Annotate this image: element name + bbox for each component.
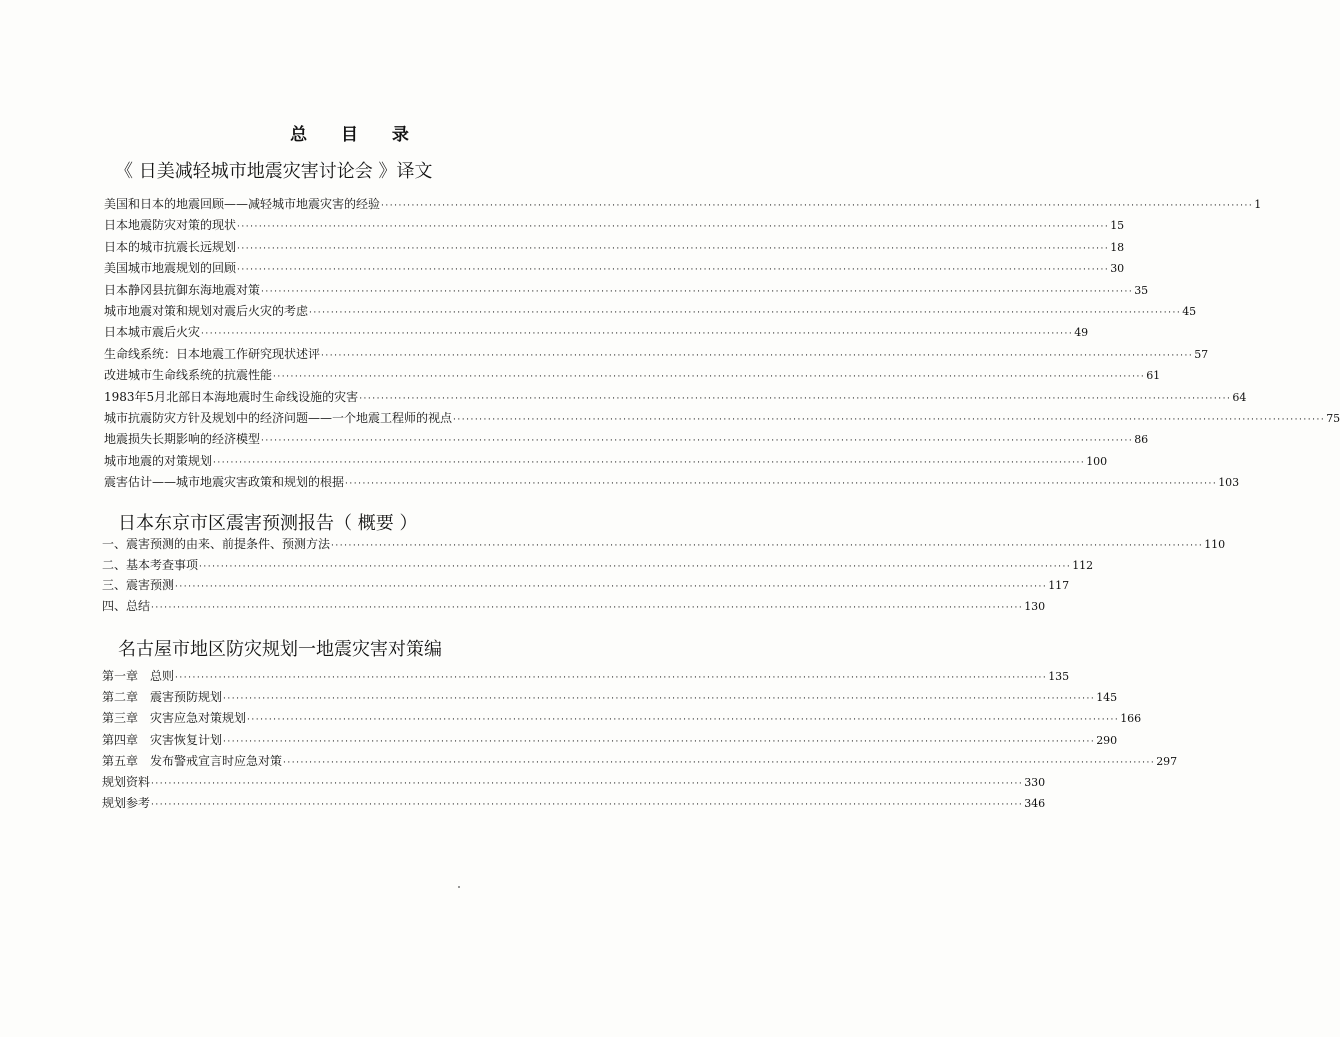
toc-dot-leader: ········································································································································································································ bbox=[321, 350, 1194, 361]
toc-entry bbox=[102, 773, 1046, 791]
toc-entry-page: 30 bbox=[1110, 262, 1125, 276]
toc-entry-label: 城市地震的对策规划 bbox=[104, 453, 213, 468]
toc-dot-leader: ········································································································································································································ bbox=[201, 329, 1074, 340]
toc-entry-page: 15 bbox=[1110, 219, 1125, 233]
section-heading-1: 《 日美减轻城市地震灾害讨论会 》译文 bbox=[115, 161, 433, 182]
toc-entry-page: 112 bbox=[1072, 558, 1094, 572]
toc-dot-leader: ········································································································································································································ bbox=[237, 265, 1110, 276]
toc-entry-page: 346 bbox=[1024, 797, 1046, 811]
toc-dot-leader: ········································································································································································································ bbox=[283, 757, 1156, 768]
toc-entry bbox=[102, 667, 1070, 685]
toc-dot-leader: ········································································································································································································ bbox=[175, 673, 1048, 683]
toc-entry-label: 日本城市震后火灾 bbox=[104, 325, 201, 340]
toc-entry-label: 第四章 灾害恢复计划 bbox=[102, 732, 223, 747]
toc-dot-leader: ········································································································································································································ bbox=[223, 694, 1096, 705]
toc-entry bbox=[102, 688, 1118, 706]
toc-dot-leader: ········································································································································································································ bbox=[199, 561, 1072, 572]
toc-entry-label: 第三章 灾害应急对策规划 bbox=[102, 711, 247, 726]
toc-entry-page: 75 bbox=[1326, 412, 1340, 425]
toc-entry bbox=[102, 597, 1046, 615]
toc-entry-label: 城市抗震防灾方针及规划中的经济问题——一个地震工程师的视点 bbox=[104, 411, 453, 425]
toc-entry-label: 三、震害预测 bbox=[102, 578, 175, 593]
toc-entry-label: 一、震害预测的由来、前提条件、预测方法 bbox=[102, 537, 331, 551]
toc-entry bbox=[104, 323, 1089, 341]
toc-entry-page: 61 bbox=[1146, 369, 1161, 383]
toc-entry bbox=[104, 409, 1340, 427]
toc-entry bbox=[102, 752, 1178, 770]
toc-entry bbox=[102, 576, 1070, 594]
toc-entry-label: 日本地震防灾对策的现状 bbox=[104, 218, 237, 233]
toc-entry-page: 49 bbox=[1074, 326, 1089, 340]
toc-entry-label: 规划参考 bbox=[102, 796, 151, 811]
toc-entry-label: 规划资料 bbox=[102, 775, 151, 789]
toc-entry-label: 第一章 总则 bbox=[102, 669, 175, 683]
toc-entry bbox=[104, 302, 1197, 320]
toc-entry-page: 64 bbox=[1232, 390, 1247, 404]
toc-entry-page: 330 bbox=[1024, 776, 1046, 789]
toc-entry-page: 297 bbox=[1156, 754, 1178, 768]
toc-dot-leader: ········································································································································································································ bbox=[345, 479, 1218, 490]
toc-entry bbox=[102, 794, 1046, 812]
toc-entry-label: 生命线系统：日本地震工作研究现状述评 bbox=[104, 346, 321, 361]
toc-entry-label: 地震损失长期影响的经济模型 bbox=[104, 432, 261, 447]
toc-dot-leader: ········································································································································································································ bbox=[381, 201, 1254, 211]
toc-entry-label: 二、基本考查事项 bbox=[102, 557, 199, 572]
toc-dot-leader: ········································································································································································································ bbox=[151, 779, 1024, 789]
toc-entry-label: 日本的城市抗震长远规划 bbox=[104, 239, 237, 254]
toc-entry-page: 100 bbox=[1086, 454, 1108, 468]
toc-entry bbox=[102, 535, 1226, 553]
toc-entry-page: 35 bbox=[1134, 283, 1149, 297]
toc-entry bbox=[104, 473, 1240, 491]
toc-entry-label: 1983年5月北部日本海地震时生命线设施的灾害 bbox=[104, 389, 359, 404]
toc-entry bbox=[104, 281, 1149, 299]
toc-dot-leader: ········································································································································································································ bbox=[261, 286, 1134, 297]
toc-entry bbox=[104, 195, 1262, 213]
toc-entry bbox=[102, 556, 1094, 574]
toc-entry bbox=[104, 452, 1108, 470]
toc-entry-page: 103 bbox=[1218, 476, 1240, 490]
toc-entry bbox=[104, 345, 1209, 363]
toc-dot-leader: ········································································································································································································ bbox=[331, 541, 1204, 551]
toc-entry-page: 135 bbox=[1048, 670, 1070, 683]
toc-entry bbox=[102, 709, 1142, 727]
toc-dot-leader: ········································································································································································································ bbox=[175, 582, 1048, 593]
toc-entry-label: 第二章 震害预防规划 bbox=[102, 690, 223, 705]
toc-entry-page: 130 bbox=[1024, 599, 1046, 613]
toc-dot-leader: ········································································································································································································ bbox=[237, 243, 1110, 254]
toc-entry-label: 日本静冈县抗御东海地震对策 bbox=[104, 282, 261, 297]
toc-entry bbox=[104, 366, 1161, 384]
toc-dot-leader: ········································································································································································································ bbox=[453, 415, 1326, 425]
page-title: 总 目 录 bbox=[290, 125, 423, 145]
toc-entry-page: 166 bbox=[1120, 712, 1142, 726]
toc-dot-leader: ········································································································································································································ bbox=[261, 436, 1134, 447]
toc-dot-leader: ········································································································································································································ bbox=[273, 372, 1146, 383]
section-heading-2: 日本东京市区震害预测报告（ 概要 ） bbox=[118, 513, 418, 534]
section-heading-3: 名古屋市地区防灾规划一地震灾害对策编 bbox=[118, 639, 442, 660]
toc-entry-page: 57 bbox=[1194, 347, 1209, 361]
toc-dot-leader: ········································································································································································································ bbox=[151, 800, 1024, 811]
scan-speck bbox=[458, 886, 460, 888]
toc-entry bbox=[104, 238, 1125, 256]
toc-dot-leader: ········································································································································································································ bbox=[309, 308, 1182, 318]
toc-entry-page: 290 bbox=[1096, 733, 1118, 747]
toc-dot-leader: ········································································································································································································ bbox=[223, 736, 1096, 747]
toc-entry-label: 震害估计——城市地震灾害政策和规划的根据 bbox=[104, 475, 345, 490]
toc-entry-page: 86 bbox=[1134, 433, 1149, 447]
toc-entry bbox=[102, 731, 1118, 749]
toc-dot-leader: ········································································································································································································ bbox=[151, 602, 1024, 613]
toc-dot-leader: ········································································································································································································ bbox=[213, 457, 1086, 468]
toc-entry-page: 45 bbox=[1182, 305, 1197, 318]
toc-dot-leader: ········································································································································································································ bbox=[247, 715, 1120, 726]
toc-entry-label: 四、总结 bbox=[102, 598, 151, 613]
toc-entry-page: 117 bbox=[1048, 579, 1070, 593]
toc-entry-page: 110 bbox=[1204, 538, 1226, 551]
toc-entry bbox=[104, 216, 1125, 234]
toc-entry bbox=[104, 259, 1125, 277]
toc-entry-label: 城市地震对策和规划对震后火灾的考虑 bbox=[104, 304, 309, 318]
toc-entry bbox=[104, 388, 1247, 406]
toc-entry-label: 美国城市地震规划的回顾 bbox=[104, 261, 237, 276]
toc-entry-label: 第五章 发布警戒宣言时应急对策 bbox=[102, 753, 283, 768]
toc-entry-label: 美国和日本的地震回顾——减轻城市地震灾害的经验 bbox=[104, 197, 381, 211]
toc-entry-page: 145 bbox=[1096, 691, 1118, 705]
toc-dot-leader: ········································································································································································································ bbox=[237, 222, 1110, 233]
toc-entry bbox=[104, 430, 1149, 448]
toc-entry-page: 18 bbox=[1110, 240, 1125, 254]
toc-entry-page: 1 bbox=[1254, 198, 1262, 211]
toc-entry-label: 改进城市生命线系统的抗震性能 bbox=[104, 368, 273, 383]
toc-dot-leader: ········································································································································································································ bbox=[359, 393, 1232, 404]
